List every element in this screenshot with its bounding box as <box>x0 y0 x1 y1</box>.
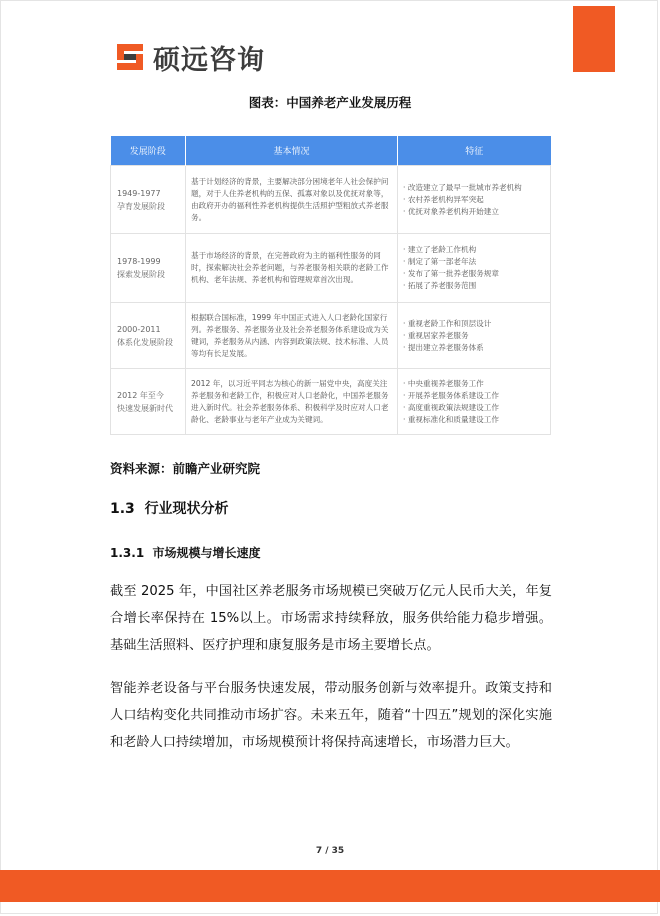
table-row <box>111 166 551 234</box>
feature-item: · 重视居家养老服务 <box>403 330 545 342</box>
source-note: 资料来源：前瞻产业研究院 <box>110 461 261 476</box>
feature-item: · 建立了老龄工作机构 <box>403 244 545 256</box>
stage-years: 1949-1977 <box>117 188 161 198</box>
stage-years: 2012 年至今 <box>117 390 164 400</box>
section-title: 行业现状分析 <box>144 501 229 517</box>
feature-item: · 开展养老服务体系建设工作 <box>403 390 545 402</box>
situation-cell: 根据联合国标准，1999 年中国正式进入人口老龄化国家行列。养老服务、养老服务业及社会养老服务体系建设成为关键词，养老服务从内涵、内容到政策法规、技术标准、人员等均有长足发展。 <box>186 303 398 369</box>
table-row <box>111 234 551 303</box>
feature-item: · 改造建立了最早一批城市养老机构 <box>403 182 545 194</box>
features-cell <box>398 369 551 435</box>
table-row <box>111 369 551 435</box>
situation-cell: 基于市场经济的背景，在完善政府为主的福利性服务的同时，探索解决社会养老问题，与养老服务相关联的老龄工作机构、老年法规、养老机构和管理规章首次出现。 <box>186 234 398 303</box>
feature-item: · 发布了第一批养老服务规章 <box>403 268 545 280</box>
body-paragraph: 智能养老设备与平台服务快速发展，带动服务创新与效率提升。政策支持和人口结构变化共同推动市场扩容。未来五年，随着“十四五”规划的深化实施和老龄人口持续增加，市场规模预计将保持高速增长，市场潜力巨大。 <box>110 681 552 750</box>
brand-name: 硕远咨询 <box>153 44 265 76</box>
section-heading <box>110 498 229 518</box>
stage-name: 快速发展新时代 <box>117 403 173 413</box>
stage-cell <box>111 166 186 234</box>
body-paragraph: 截至 2025 年，中国社区养老服务市场规模已突破万亿元人民币大关，年复合增长率保持在 15%以上。市场需求持续释放，服务供给能力稳步增强。基础生活照料、医疗护理和康复服务是市场主要增长点。 <box>110 584 552 653</box>
history-table-wrap <box>110 136 550 435</box>
feature-item: · 中央重视养老服务工作 <box>403 378 545 390</box>
section-number: 1.3 <box>110 501 135 517</box>
feature-item: · 农村养老机构异军突起 <box>403 194 545 206</box>
feature-item: · 重视标准化和质量建设工作 <box>403 414 545 426</box>
features-cell <box>398 234 551 303</box>
stage-cell <box>111 369 186 435</box>
stage-cell <box>111 303 186 369</box>
feature-item: · 优抚对象养老机构开始建立 <box>403 206 545 218</box>
brand-logo-icon <box>113 40 147 74</box>
stage-years: 1978-1999 <box>117 257 161 266</box>
subsection-number: 1.3.1 <box>110 546 145 560</box>
feature-item: · 高度重视政策法规建设工作 <box>403 402 545 414</box>
top-accent-bar <box>573 6 615 72</box>
feature-item: · 拓展了养老服务范围 <box>403 280 545 292</box>
figure-title: 图表：中国养老产业发展历程 <box>248 95 412 110</box>
history-table <box>110 136 551 435</box>
subsection-title: 市场规模与增长速度 <box>152 546 261 560</box>
features-cell <box>398 166 551 234</box>
brand-logo <box>113 40 265 74</box>
bottom-accent-bar <box>0 870 660 902</box>
table-row <box>111 303 551 369</box>
stage-name: 孕育发展阶段 <box>117 201 165 211</box>
situation-cell: 基于计划经济的背景，主要解决部分困境老年人社会保护问题，对于人住养老机构的五保、孤寡对象以及优抚对象等，由政府开办的福利性养老机构提供生活照护型粗放式养老服务。 <box>186 166 398 234</box>
feature-item: · 重视老龄工作和顶层设计 <box>403 318 545 330</box>
situation-cell: 2012 年，以习近平同志为核心的新一届党中央，高度关注养老服务和老龄工作，积极应对人口老龄化，中国养老服务进入新时代。社会养老服务体系、积极科学及时应对人口老龄化、老龄事业与老年产业成为关键词。 <box>186 369 398 435</box>
stage-name: 探索发展阶段 <box>117 270 165 279</box>
feature-item: · 提出建立养老服务体系 <box>403 342 545 354</box>
header-features: 特征 <box>398 136 551 166</box>
page-number: 7 / 35 <box>315 846 345 856</box>
header-stage: 发展阶段 <box>111 136 186 166</box>
features-cell <box>398 303 551 369</box>
stage-years: 2000-2011 <box>117 324 161 334</box>
feature-item: · 制定了第一部老年法 <box>403 256 545 268</box>
stage-cell <box>111 234 186 303</box>
table-header-row <box>111 136 551 166</box>
header-situation: 基本情况 <box>186 136 398 166</box>
subsection-heading <box>110 544 261 561</box>
stage-name: 体系化发展阶段 <box>117 337 173 347</box>
